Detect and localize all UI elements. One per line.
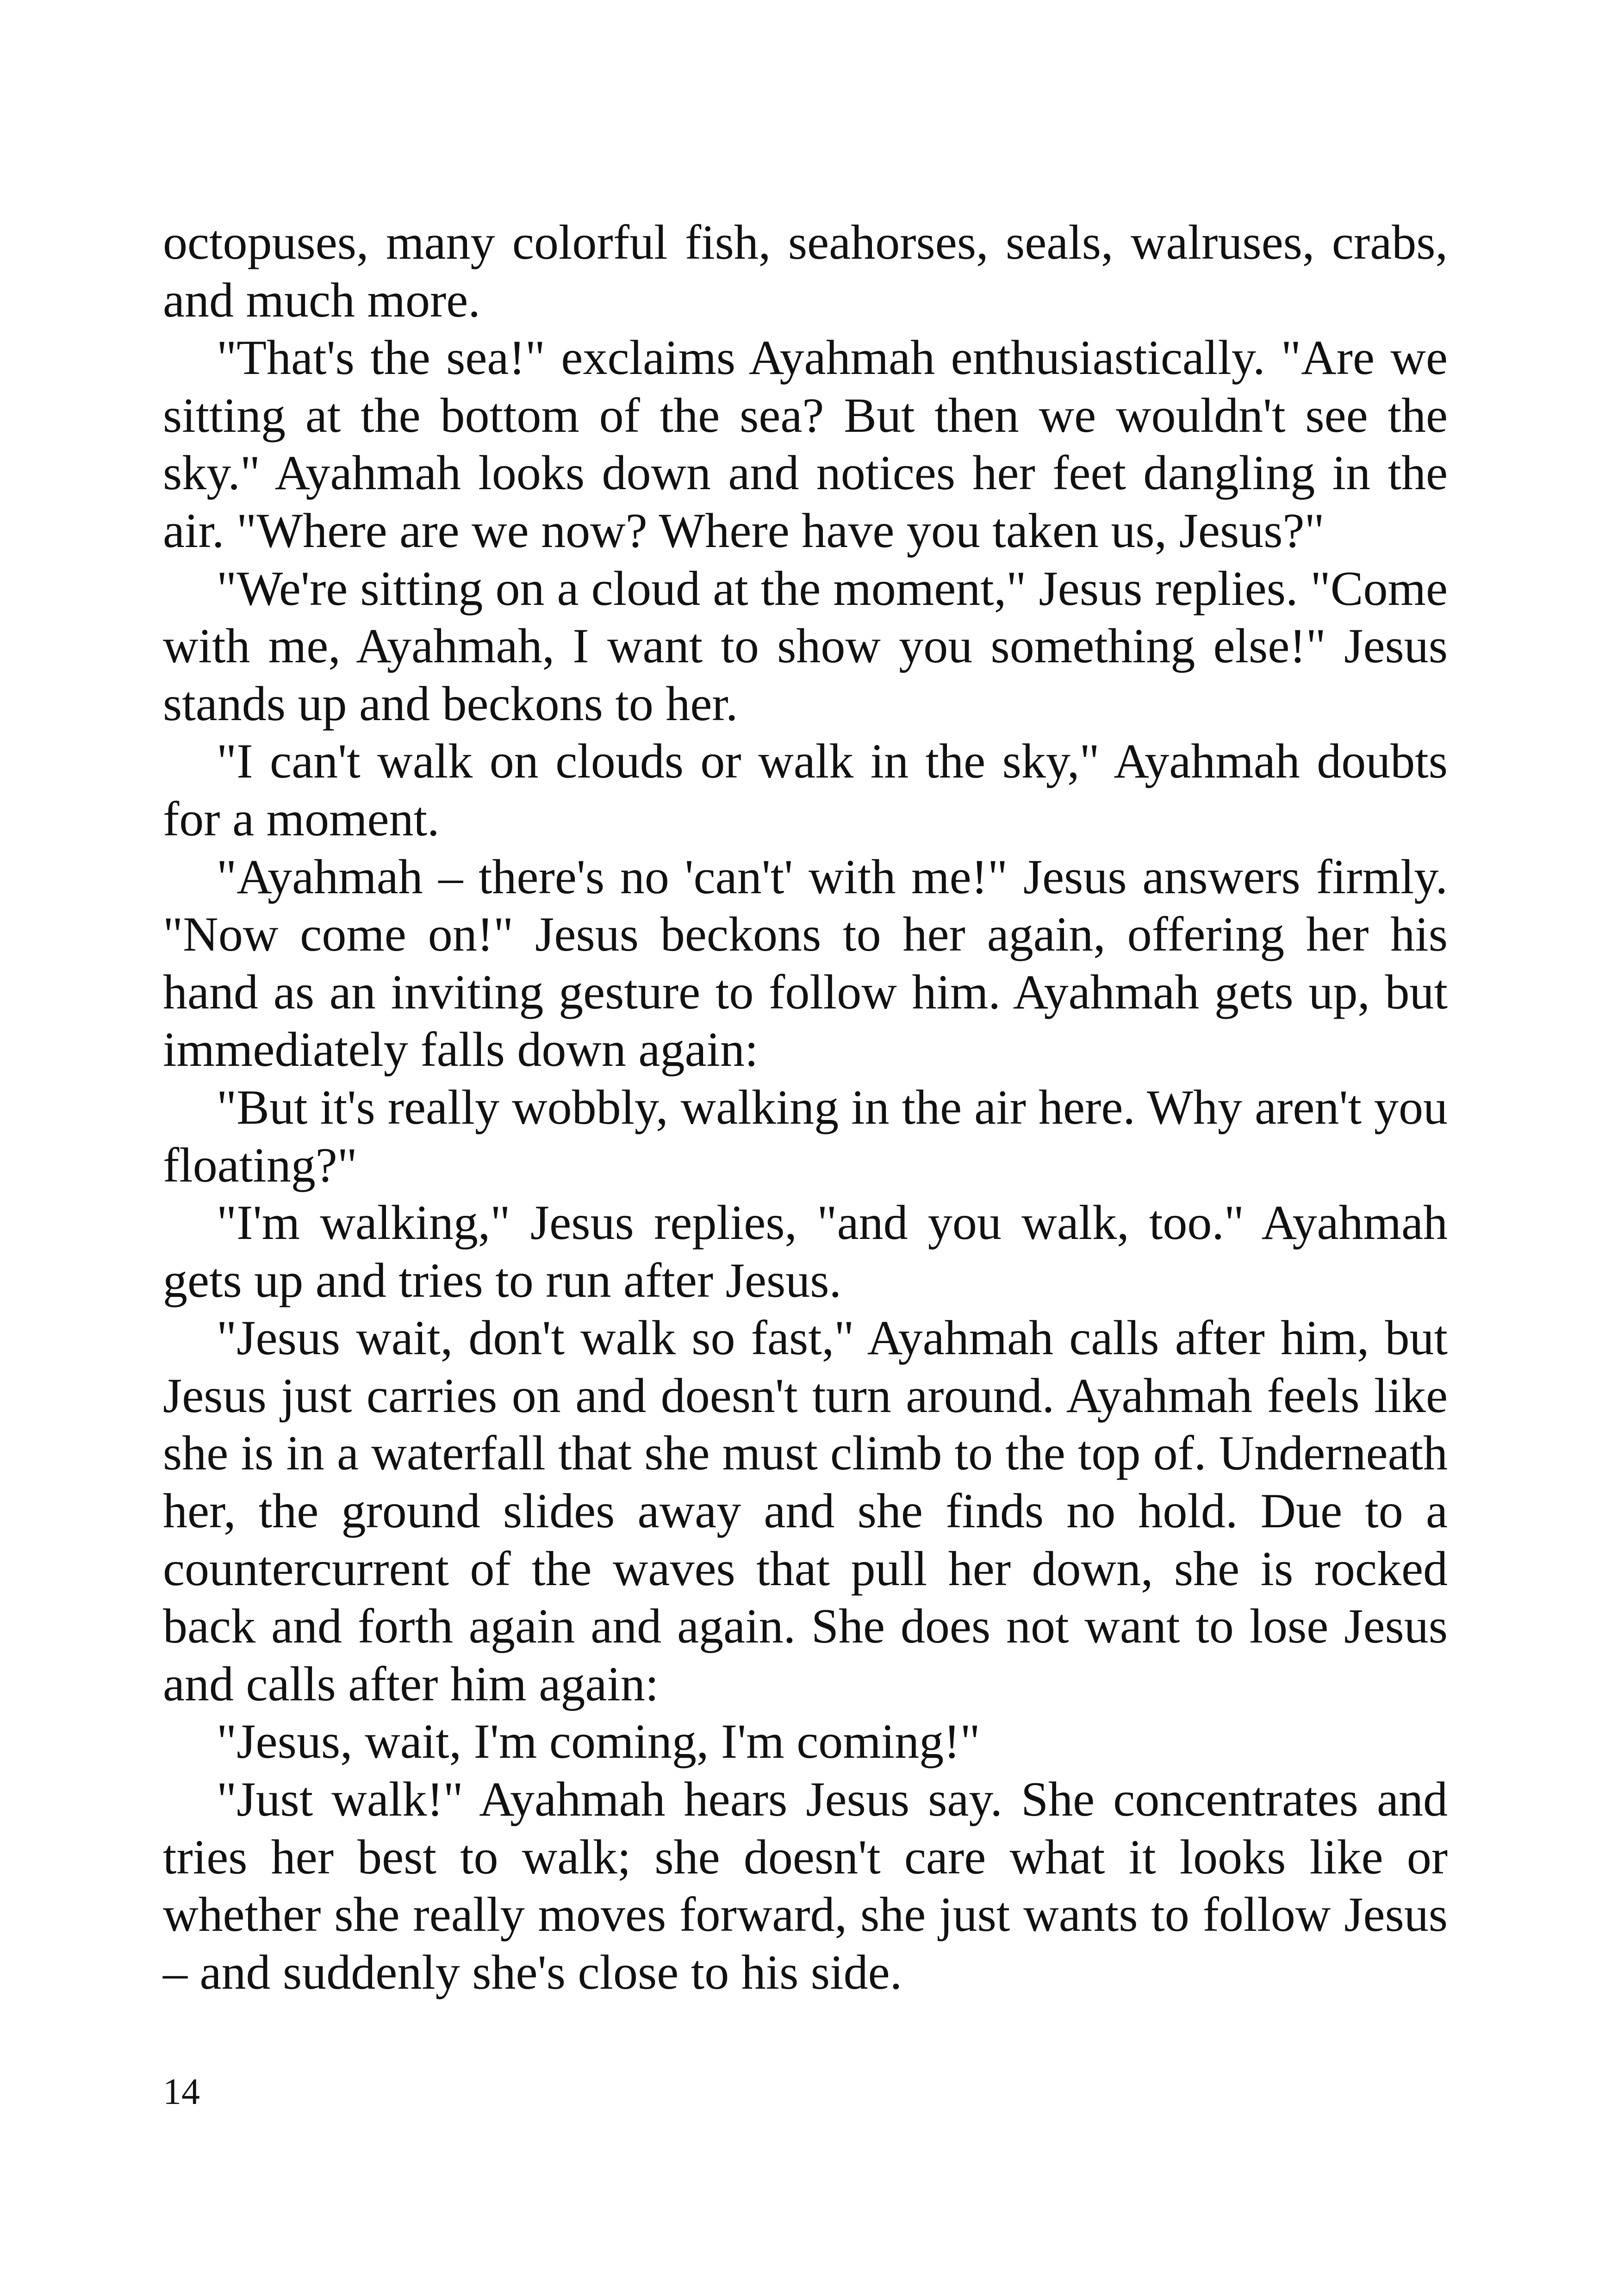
page-number: 14 xyxy=(163,2072,200,2112)
paragraph: "We're sitting on a cloud at the moment," Jesus replies. "Come with me, Ayahmah, I want to show you something else!" Jesus stands up and beckons to her. xyxy=(163,561,1448,731)
paragraph: "Ayahmah – there's no 'can't' with me!" Jesus answers firmly. "Now come on!" Jesus beckons to her again, offering her his hand as an inviting gesture to follow him. Ayahmah gets up, but immediately falls down again: xyxy=(163,849,1448,1077)
paragraph: "Jesus, wait, I'm coming, I'm coming!" xyxy=(217,1714,980,1769)
paragraph: octopuses, many colorful fish, seahorses, seals, walruses, crabs, and much more. xyxy=(163,215,1448,327)
paragraph: "Just walk!" Ayahmah hears Jesus say. She concentrates and tries her best to walk; she doesn't care what it looks like or whether she really moves forward, she just wants to follow Jesus – and suddenly she's close to his side. xyxy=(163,1772,1448,1999)
body-text xyxy=(163,214,1448,2001)
paragraph: "But it's really wobbly, walking in the air here. Why aren't you floating?" xyxy=(163,1080,1448,1192)
paragraph: "I'm walking," Jesus replies, "and you walk, too." Ayahmah gets up and tries to run after Jesus. xyxy=(163,1195,1448,1307)
paragraph: "That's the sea!" exclaims Ayahmah enthusiastically. "Are we sitting at the bottom of the sea? But then we wouldn't see the sky." Ayahmah looks down and notices her feet dangling in the air. "Where are we now? Where have you taken us, Jesus?" xyxy=(163,330,1448,558)
paragraph: "Jesus wait, don't walk so fast," Ayahmah calls after him, but Jesus just carries on and doesn't turn around. Ayahmah feels like she is in a waterfall that she must climb to the top of. Underneath her, the ground slides away and she finds no hold. Due to a countercurrent of the waves that pull her down, she is rocked back and forth again and again. She does not want to lose Jesus and calls after him again: xyxy=(163,1311,1448,1711)
paragraph: "I can't walk on clouds or walk in the sky," Ayahmah doubts for a moment. xyxy=(163,734,1448,846)
